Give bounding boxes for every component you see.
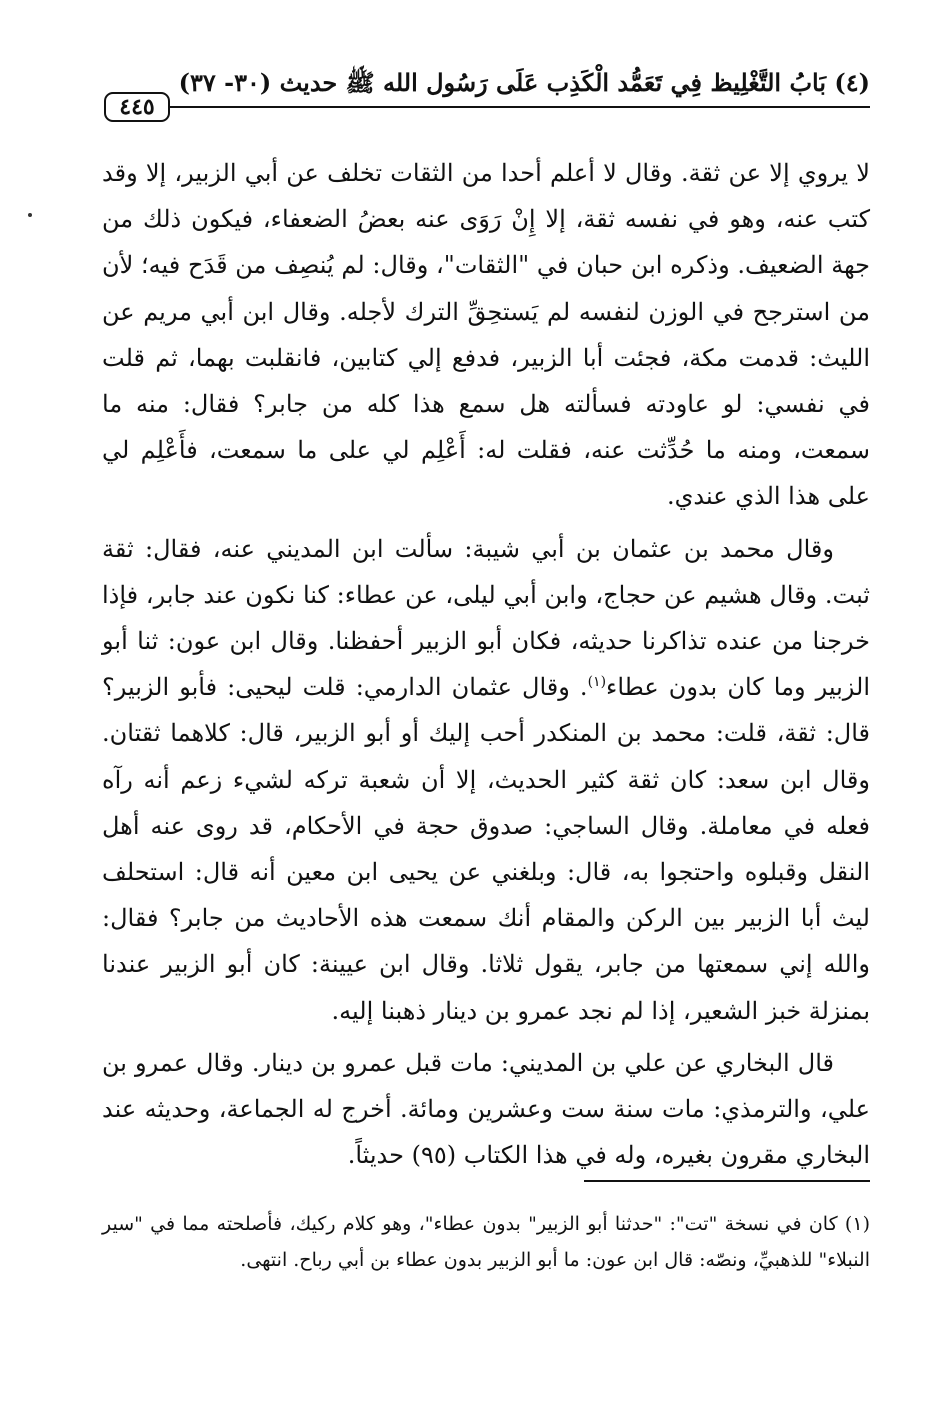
chapter-title: (٤) بَابُ التَّغْلِيظ فِي تَعَمُّد الْكَذِب عَلَى رَسُول الله ﷺ حديث (٣٠- ٣٧)	[178, 68, 870, 97]
footnote: (١) كان في نسخة "تت": "حدثنا أبو الزبير" بدون عطاء"، وهو كلام ركيك، فأصلحته مما في "سير النبلاء" للذهبيِّ، ونصّه: قال ابن عون: ما أبو الزبير بدون عطاء بن أبي رباح. انتهى.	[102, 1213, 870, 1271]
paragraph-3: قال البخاري عن علي بن المديني: مات قبل عمرو بن دينار. وقال عمرو بن علي، والترمذي: مات سنة ست وعشرين ومائة. أخرج له الجماعة، وحديثه عند البخاري مقرون بغيره، وله في هذا الكتاب (٩٥) حديثاً.	[102, 1048, 870, 1170]
paragraph-2-part-2: . وقال عثمان الدارمي: قلت ليحيى: فأبو الزبير؟ قال: ثقة، قلت: محمد بن المنكدر أحب إليك أو أبو الزبير، قال: كلاهما ثقتان. وقال ابن سعد: كان ثقة كثير الحديث، إلا أن شعبة تركه لشيء زعم أنه رآه فعله في معاملة. وقال الساجي: صدوق حجة في الأحكام، قد روى عنه أهل النقل وقبلوه واحتجوا به، قال: وبلغني عن يحيى ابن معين أنه قال: استحلف ليث أبا الزبير بين الركن والمقام أنك سمعت هذه الأحاديث من جابر؟ فقال: والله إني سمعتها من جابر، يقول ثلاثا. وقال ابن عيينة: كان أبو الزبير عندنا بمنزلة خبز الشعير، إذا لم نجد عمرو بن دينار ذهبنا إليه.	[102, 673, 870, 1025]
footnote-divider	[584, 1180, 870, 1182]
footnote-reference: (١)	[587, 674, 607, 691]
paragraph-2	[102, 526, 870, 1034]
main-text	[102, 150, 870, 1184]
paragraph-1: لا يروي إلا عن ثقة. وقال لا أعلم أحدا من الثقات تخلف عن أبي الزبير، إلا وقد كتب عنه، وهو في نفسه ثقة، إلا إِنْ رَوَى عنه بعضُ الضعفاء، فيكون ذلك من جهة الضعيف. وذكره ابن حبان في "الثقات"، وقال: لم يُنصِف من قَدَح فيه؛ لأن من استرجح في الوزن لنفسه لم يَستحِقِّ الترك لأجله. وقال ابن أبي مريم عن الليث: قدمت مكة، فجئت أبا الزبير، فدفع إلي كتابين، فانقلبت بهما، ثم قلت في نفسي: لو عاودته فسألته هل سمع هذا كله من جابر؟ فقال: منه ما سمعت، ومنه ما حُدِّثت عنه، فقلت له: أَعْلِم لي على ما سمعت، فأَعْلِم لي على هذا الذي عندي.	[102, 159, 871, 511]
page-number: ٤٤٥	[104, 92, 170, 122]
page-header	[104, 62, 870, 122]
margin-speck	[28, 213, 32, 217]
paragraph-2-part-1: وقال محمد بن عثمان بن أبي شيبة: سألت ابن المديني عنه، فقال: ثقة ثبت. وقال هشيم عن حجاج، وابن أبي ليلى، عن عطاء: كنا نكون عند جابر، فإذا خرجنا من عنده تذاكرنا حديثه، فكان أبو الزبير أحفظنا. وقال ابن عون: ثنا أبو الزبير وما كان بدون عطاء	[102, 534, 871, 702]
header-divider	[168, 106, 870, 108]
